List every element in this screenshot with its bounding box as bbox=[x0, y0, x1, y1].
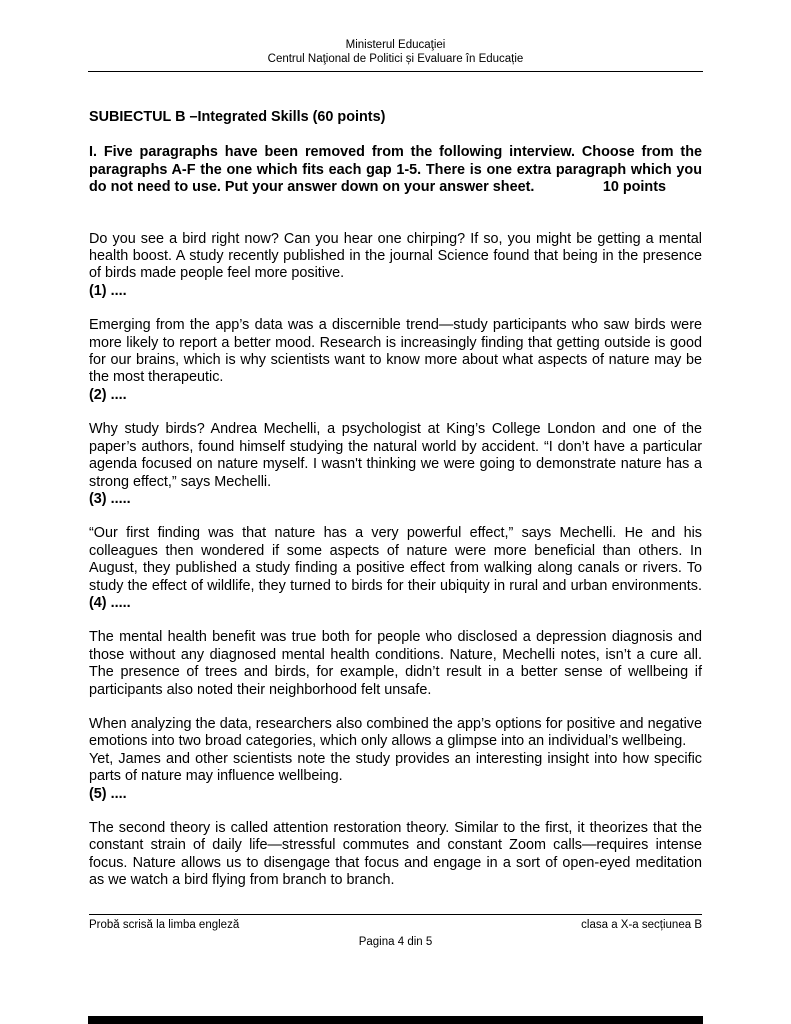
paragraph-7-text bbox=[89, 820, 702, 890]
paragraph-4-text bbox=[89, 525, 702, 612]
paragraph-1-run: Do you see a bird right now? Can you hear one chirping? If so, you might be getting a mental health boost. A study recently published in the journal Science found that being in the presence of birds made people feel more positive. bbox=[89, 230, 702, 282]
paragraph-2 bbox=[89, 317, 702, 404]
gap-marker-2: (2) .... bbox=[89, 386, 127, 403]
footer-class-label: clasa a X-a secțiunea B bbox=[581, 919, 702, 931]
header-ministry-line: Ministerul Educaţiei bbox=[345, 39, 446, 51]
paragraph-1-text bbox=[89, 231, 702, 283]
footer-divider bbox=[89, 914, 702, 915]
paragraph-7-run: The second theory is called attention restoration theory. Similar to the first, it theorizes that the constant strain of daily life—stressful commutes and constant Zoom calls—requires intense focus. Nature allows us to disengage that focus and engage in a sort of open-eyed meditation as we watch a bird flying from branch to branch. bbox=[89, 820, 702, 889]
subject-title: SUBIECTUL B –Integrated Skills (60 points) bbox=[89, 109, 386, 125]
task-instruction bbox=[89, 144, 702, 196]
gap-marker-4-inline: (4) ..... bbox=[89, 594, 131, 611]
footer-exam-label: Probă scrisă la limba engleză bbox=[89, 919, 240, 931]
paragraph-2-text bbox=[89, 317, 702, 387]
paragraph-6-text bbox=[89, 716, 702, 751]
footer-page-number: Pagina 4 din 5 bbox=[358, 935, 433, 948]
document-header bbox=[0, 0, 791, 66]
task-instruction-text: I. Five paragraphs have been removed from the following interview. Choose from the paragraphs A-F the one which fits each gap 1-5. There is one extra paragraph which you do not need to use. Put your answer down on your answer sheet. bbox=[89, 144, 702, 196]
header-center-line: Centrul Naţional de Politici și Evaluare în Educație bbox=[267, 52, 524, 65]
footer-row bbox=[89, 919, 702, 933]
gap-marker-6: (5) .... bbox=[89, 785, 127, 802]
paragraph-3-text bbox=[89, 421, 702, 491]
paragraph-4 bbox=[89, 525, 702, 612]
header-divider bbox=[88, 71, 703, 72]
paragraph-6-text-2: Yet, James and other scientists note the study provides an interesting insight into how specific parts of nature may influence wellbeing. bbox=[89, 750, 702, 785]
paragraph-2-run: Emerging from the app’s data was a discernible trend—study participants who saw birds were more likely to report a better mood. Research is increasingly finding that getting outside is good for our brains, which is why scientists want to know more about what aspects of nature may be the most therapeutic. bbox=[89, 317, 702, 386]
reading-text bbox=[89, 231, 702, 890]
document-body bbox=[0, 109, 791, 890]
paragraph-3-run: Why study birds? Andrea Mechelli, a psychologist at King’s College London and one of the paper’s authors, found himself studying the natural world by accident. “I don’t have a particular agenda focused on nature myself. I wasn't thinking we were going to demonstrate nature has a strong effect,” says Mechelli. bbox=[89, 421, 702, 490]
paragraph-5-run: The mental health benefit was true both for people who disclosed a depression diagnosis and those without any diagnosed mental health conditions. Nature, Mechelli notes, isn’t a cure all. The presence of trees and birds, for example, didn’t result in a better sense of wellbeing if participants also noted their neighborhood felt unsafe. bbox=[89, 629, 702, 698]
paragraph-4-run: “Our first finding was that nature has a very powerful effect,” says Mechelli. He and his colleagues then wondered if some aspects of nature were more beneficial than others. In August, they published a study finding a positive effect from walking along canals or rivers. To study the effect of wildlife, they turned to birds for their ubiquity in rural and urban environments. bbox=[89, 525, 702, 594]
paragraph-6 bbox=[89, 716, 702, 803]
paragraph-5-text bbox=[89, 629, 702, 699]
gap-marker-3: (3) ..... bbox=[89, 490, 131, 507]
paragraph-5 bbox=[89, 629, 702, 699]
bottom-scan-bar bbox=[88, 1016, 703, 1024]
paragraph-7 bbox=[89, 820, 702, 890]
gap-marker-1: (1) .... bbox=[89, 282, 127, 299]
paragraph-3 bbox=[89, 421, 702, 508]
paragraph-6-run: When analyzing the data, researchers also combined the app’s options for positive and negative emotions into two broad categories, which only allows a glimpse into an individual’s wellbeing. bbox=[89, 715, 702, 750]
document-footer bbox=[89, 914, 702, 949]
task-points: 10 points bbox=[602, 179, 666, 196]
paragraph-1 bbox=[89, 231, 702, 301]
